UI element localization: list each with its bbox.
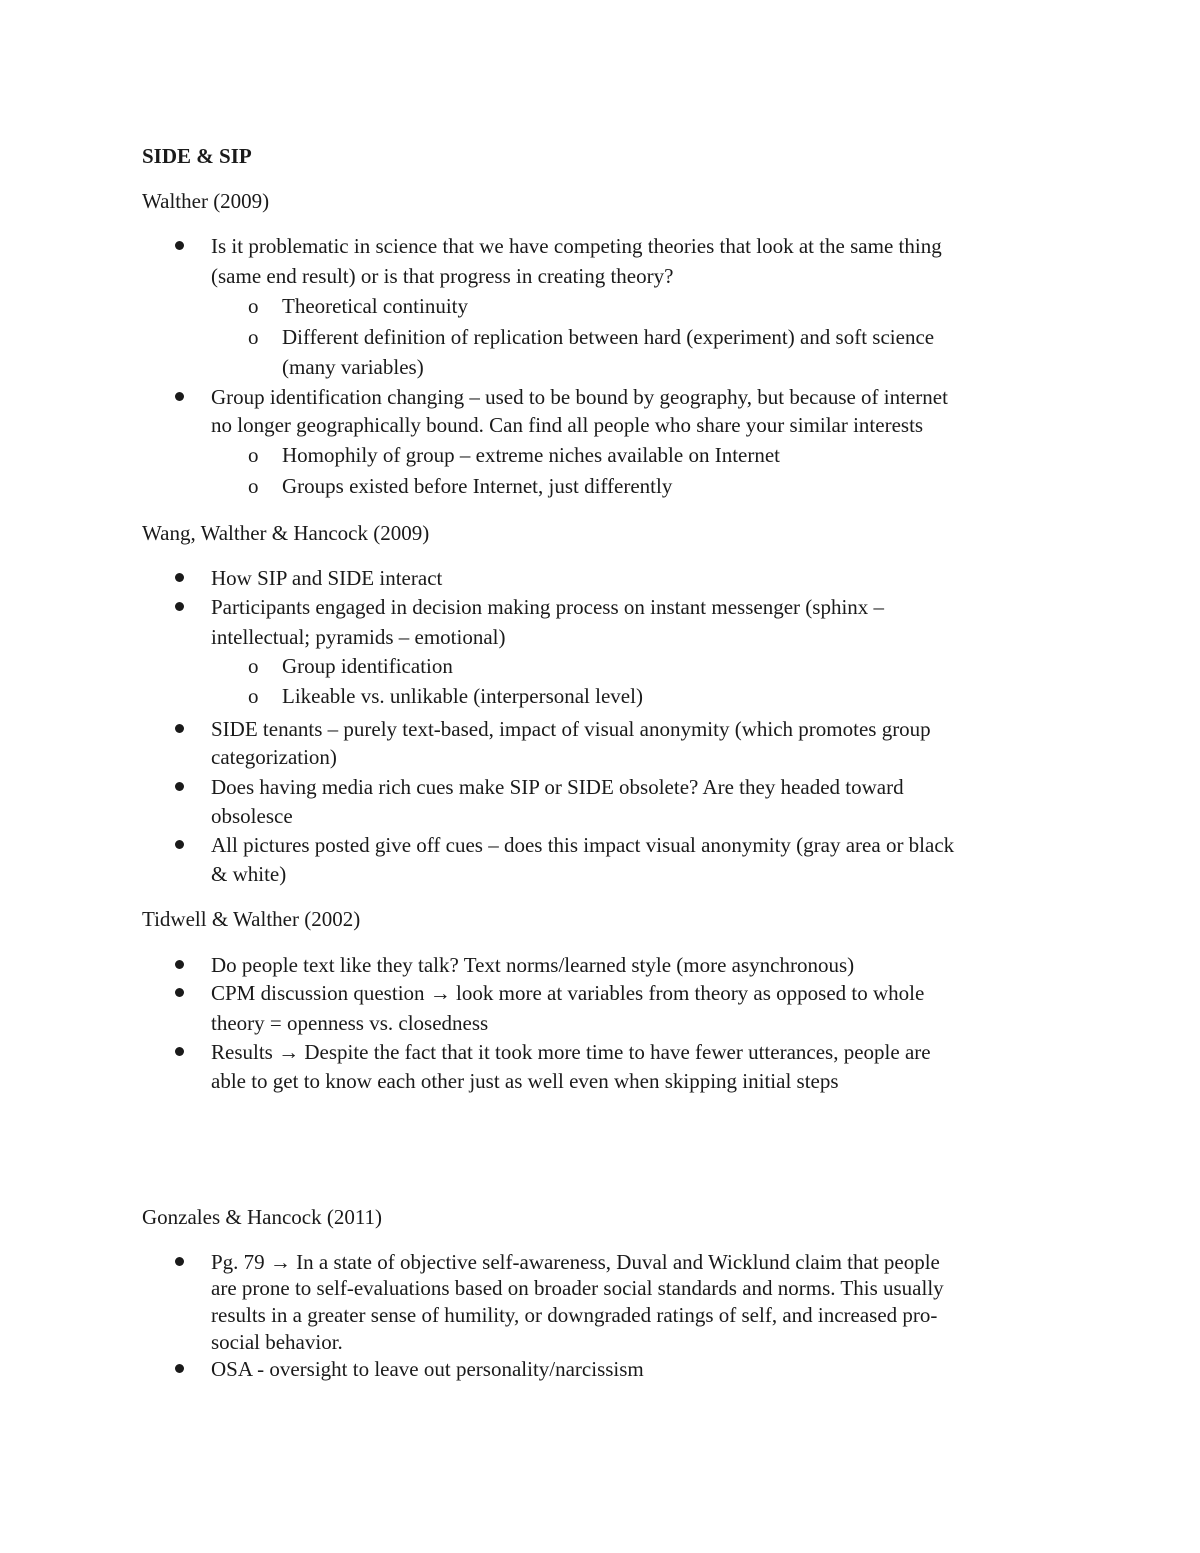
bullet-dot xyxy=(175,602,184,611)
bullet-line: SIDE tenants – purely text-based, impact of visual anonymity (which promotes group xyxy=(211,717,931,741)
bullet-line: no longer geographically bound. Can find all people who share your similar interests xyxy=(211,413,924,437)
sub-bullet-line: Likeable vs. unlikable (interpersonal level) xyxy=(282,684,643,708)
sub-bullet-marker: o xyxy=(248,684,259,708)
bullet-dot xyxy=(175,573,184,582)
bullet-dot xyxy=(175,724,184,733)
bullet-line: able to get to know each other just as well even when skipping initial steps xyxy=(211,1069,839,1093)
bullet-line: Is it problematic in science that we have competing theories that look at the same thing xyxy=(211,234,942,258)
bullet-dot xyxy=(175,840,184,849)
section-heading: Gonzales & Hancock (2011) xyxy=(142,1205,383,1229)
bullet-line: Results → Despite the fact that it took more time to have fewer utterances, people are xyxy=(211,1040,931,1064)
bullet-line: How SIP and SIDE interact xyxy=(211,566,443,590)
bullet-line: Pg. 79 → In a state of objective self-awareness, Duval and Wicklund claim that people xyxy=(211,1250,940,1274)
bullet-line: theory = openness vs. closedness xyxy=(211,1011,489,1035)
bullet-line: Group identification changing – used to be bound by geography, but because of internet xyxy=(211,385,948,409)
bullet-dot xyxy=(175,392,184,401)
sub-bullet-marker: o xyxy=(248,294,259,318)
section-heading: Walther (2009) xyxy=(142,189,270,213)
sub-bullet-line: Different definition of replication between hard (experiment) and soft science xyxy=(282,325,935,349)
bullet-dot xyxy=(175,782,184,791)
bullet-dot xyxy=(175,1047,184,1056)
page-title: SIDE & SIP xyxy=(142,144,252,168)
bullet-dot xyxy=(175,1257,184,1266)
section-heading: Wang, Walther & Hancock (2009) xyxy=(142,521,430,545)
bullet-line: (same end result) or is that progress in creating theory? xyxy=(211,264,674,288)
bullet-line: OSA - oversight to leave out personality/narcissism xyxy=(211,1357,644,1381)
bullet-line: All pictures posted give off cues – does this impact visual anonymity (gray area or black xyxy=(211,833,955,857)
bullet-line: CPM discussion question → look more at variables from theory as opposed to whole xyxy=(211,981,925,1005)
sub-bullet-marker: o xyxy=(248,443,259,467)
bullet-line: obsolesce xyxy=(211,804,293,828)
bullet-dot xyxy=(175,1364,184,1373)
bullet-line: Does having media rich cues make SIP or SIDE obsolete? Are they headed toward xyxy=(211,775,904,799)
bullet-line: results in a greater sense of humility, or downgraded ratings of self, and increased pro- xyxy=(211,1303,938,1327)
bullet-line: Participants engaged in decision making process on instant messenger (sphinx – xyxy=(211,595,885,619)
bullet-line: intellectual; pyramids – emotional) xyxy=(211,625,506,649)
sub-bullet-line: (many variables) xyxy=(282,355,424,379)
bullet-dot xyxy=(175,960,184,969)
bullet-line: Do people text like they talk? Text norms/learned style (more asynchronous) xyxy=(211,953,855,977)
bullet-dot xyxy=(175,241,184,250)
sub-bullet-line: Theoretical continuity xyxy=(282,294,469,318)
bullet-line: & white) xyxy=(211,862,287,886)
sub-bullet-marker: o xyxy=(248,654,259,678)
bullet-line: are prone to self-evaluations based on broader social standards and norms. This usually xyxy=(211,1276,944,1300)
sub-bullet-marker: o xyxy=(248,325,259,349)
bullet-line: categorization) xyxy=(211,745,337,769)
sub-bullet-line: Group identification xyxy=(282,654,453,678)
bullet-line: social behavior. xyxy=(211,1330,343,1354)
bullet-dot xyxy=(175,988,184,997)
section-heading: Tidwell & Walther (2002) xyxy=(142,907,361,931)
sub-bullet-line: Homophily of group – extreme niches available on Internet xyxy=(282,443,781,467)
sub-bullet-line: Groups existed before Internet, just differently xyxy=(282,474,673,498)
sub-bullet-marker: o xyxy=(248,474,259,498)
